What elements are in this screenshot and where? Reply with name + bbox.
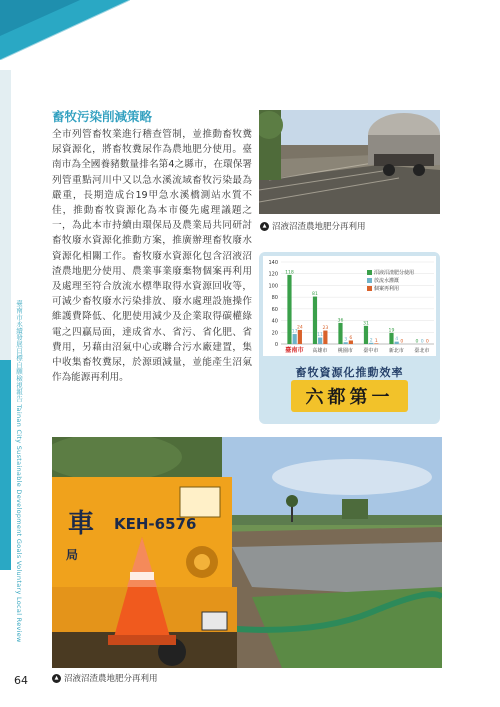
truck-plate-text: KEH-6576	[114, 515, 197, 533]
data-label: 24	[296, 325, 303, 331]
data-label: 0	[400, 339, 404, 345]
bar	[389, 333, 393, 344]
badge-subtitle: 畜牧資源化推動效率	[295, 366, 404, 379]
chart-panel	[259, 252, 440, 424]
y-tick-label: 0	[274, 342, 278, 348]
legend-swatch	[367, 270, 372, 275]
x-tick-label: 高雄市	[312, 348, 328, 354]
bar	[349, 340, 353, 344]
photo-tanker-field	[259, 110, 440, 214]
data-label: 0	[425, 339, 429, 345]
bar	[338, 323, 342, 344]
bar	[298, 330, 302, 344]
y-tick-label: 20	[271, 330, 278, 337]
bar	[364, 326, 368, 344]
y-tick-label: 40	[271, 318, 278, 325]
data-label: 19	[388, 328, 395, 334]
legend-swatch	[367, 286, 372, 291]
data-label: 31	[363, 321, 369, 327]
legend-label: 沼液沼渣肥分使用	[374, 270, 415, 276]
y-tick-label: 140	[268, 260, 278, 266]
data-label: 0	[415, 339, 419, 345]
data-label: 36	[337, 318, 344, 324]
y-tick-label: 100	[268, 283, 278, 290]
photo2-caption: ▲ 沼液沼渣農地肥分再利用	[52, 672, 158, 684]
bar	[318, 338, 322, 344]
data-label: 6	[349, 335, 353, 341]
x-tick-label: 臺中市	[363, 348, 379, 354]
bar	[323, 331, 327, 344]
side-bar-accent	[0, 360, 11, 570]
x-tick-label: 臺北市	[414, 348, 430, 354]
truck-char-1: 車	[68, 509, 95, 539]
data-label: 23	[322, 326, 329, 332]
side-running-title: 臺南市永續發展目標自願檢視報告 Tainan City Sustainable Development Goals Voluntary Local Review	[15, 300, 23, 643]
data-label: 0	[420, 339, 424, 345]
y-tick-label: 80	[271, 295, 278, 302]
triangle-icon: ▲	[260, 222, 269, 231]
page-number: 64	[14, 674, 28, 687]
x-tick-label: 新北市	[388, 348, 404, 354]
data-label: 118	[285, 270, 294, 276]
y-tick-label: 60	[271, 306, 278, 313]
y-tick-label: 120	[268, 271, 278, 278]
bar	[293, 334, 297, 344]
section-body: 全市列管畜牧業進行稽查管制，並推動畜牧糞尿資源化，將畜牧糞尿作為農地肥分使用。臺南市為全國養豬數量排名第4之縣市，在環保署列管重點河川中又以急水溪流域畜牧污染最為嚴重，長期造成台19甲急水溪橋測站水質不佳，推動畜牧資源化為本市優先處理議題之一，為此本市持續由環保局及農業局共同研討畜牧廢水資源化推動方案，推廣辦理畜牧廢水資源化相關工作。畜牧廢水資源化包含沼液沼渣農地肥分使用、農業事業廢棄物個案再利用及處理至符合放流水標準取得水資源回收等，可減少畜牧廢水污染排放、廢水處理設施操作維護費降低、化肥使用減少及企業取得碳權綠電之四贏局面，達成省水、省污、省化肥、省費用，另藉由沼氣中心或聯合污水廠建置，集中收集畜牧糞尿，於源頭減量，並能產生沼氣作為能源再利用。	[52, 129, 252, 384]
legend-swatch	[367, 278, 372, 283]
data-label: 1	[374, 338, 378, 344]
data-label: 4	[395, 337, 399, 343]
section-title: 畜牧污染削減策略	[52, 109, 153, 124]
corner-decoration	[0, 0, 130, 60]
legend-label: 個案再利用	[374, 286, 400, 292]
data-label: 81	[312, 292, 318, 298]
truck-char-2: 局	[66, 548, 79, 562]
triangle-icon: ▲	[52, 674, 61, 683]
x-tick-label: 桃園市	[337, 348, 353, 354]
legend-label: 放流水灌溉	[374, 278, 400, 284]
data-label: 17	[291, 329, 298, 335]
x-tick-label: 臺南市	[285, 347, 304, 354]
data-label: 11	[317, 333, 324, 339]
data-label: 3	[344, 337, 348, 343]
photo-truck-field	[52, 437, 442, 668]
photo1-caption: ▲ 沼液沼渣農地肥分再利用	[260, 220, 366, 232]
badge-banner: 六都第一	[291, 380, 408, 412]
data-label: 2	[369, 338, 373, 344]
